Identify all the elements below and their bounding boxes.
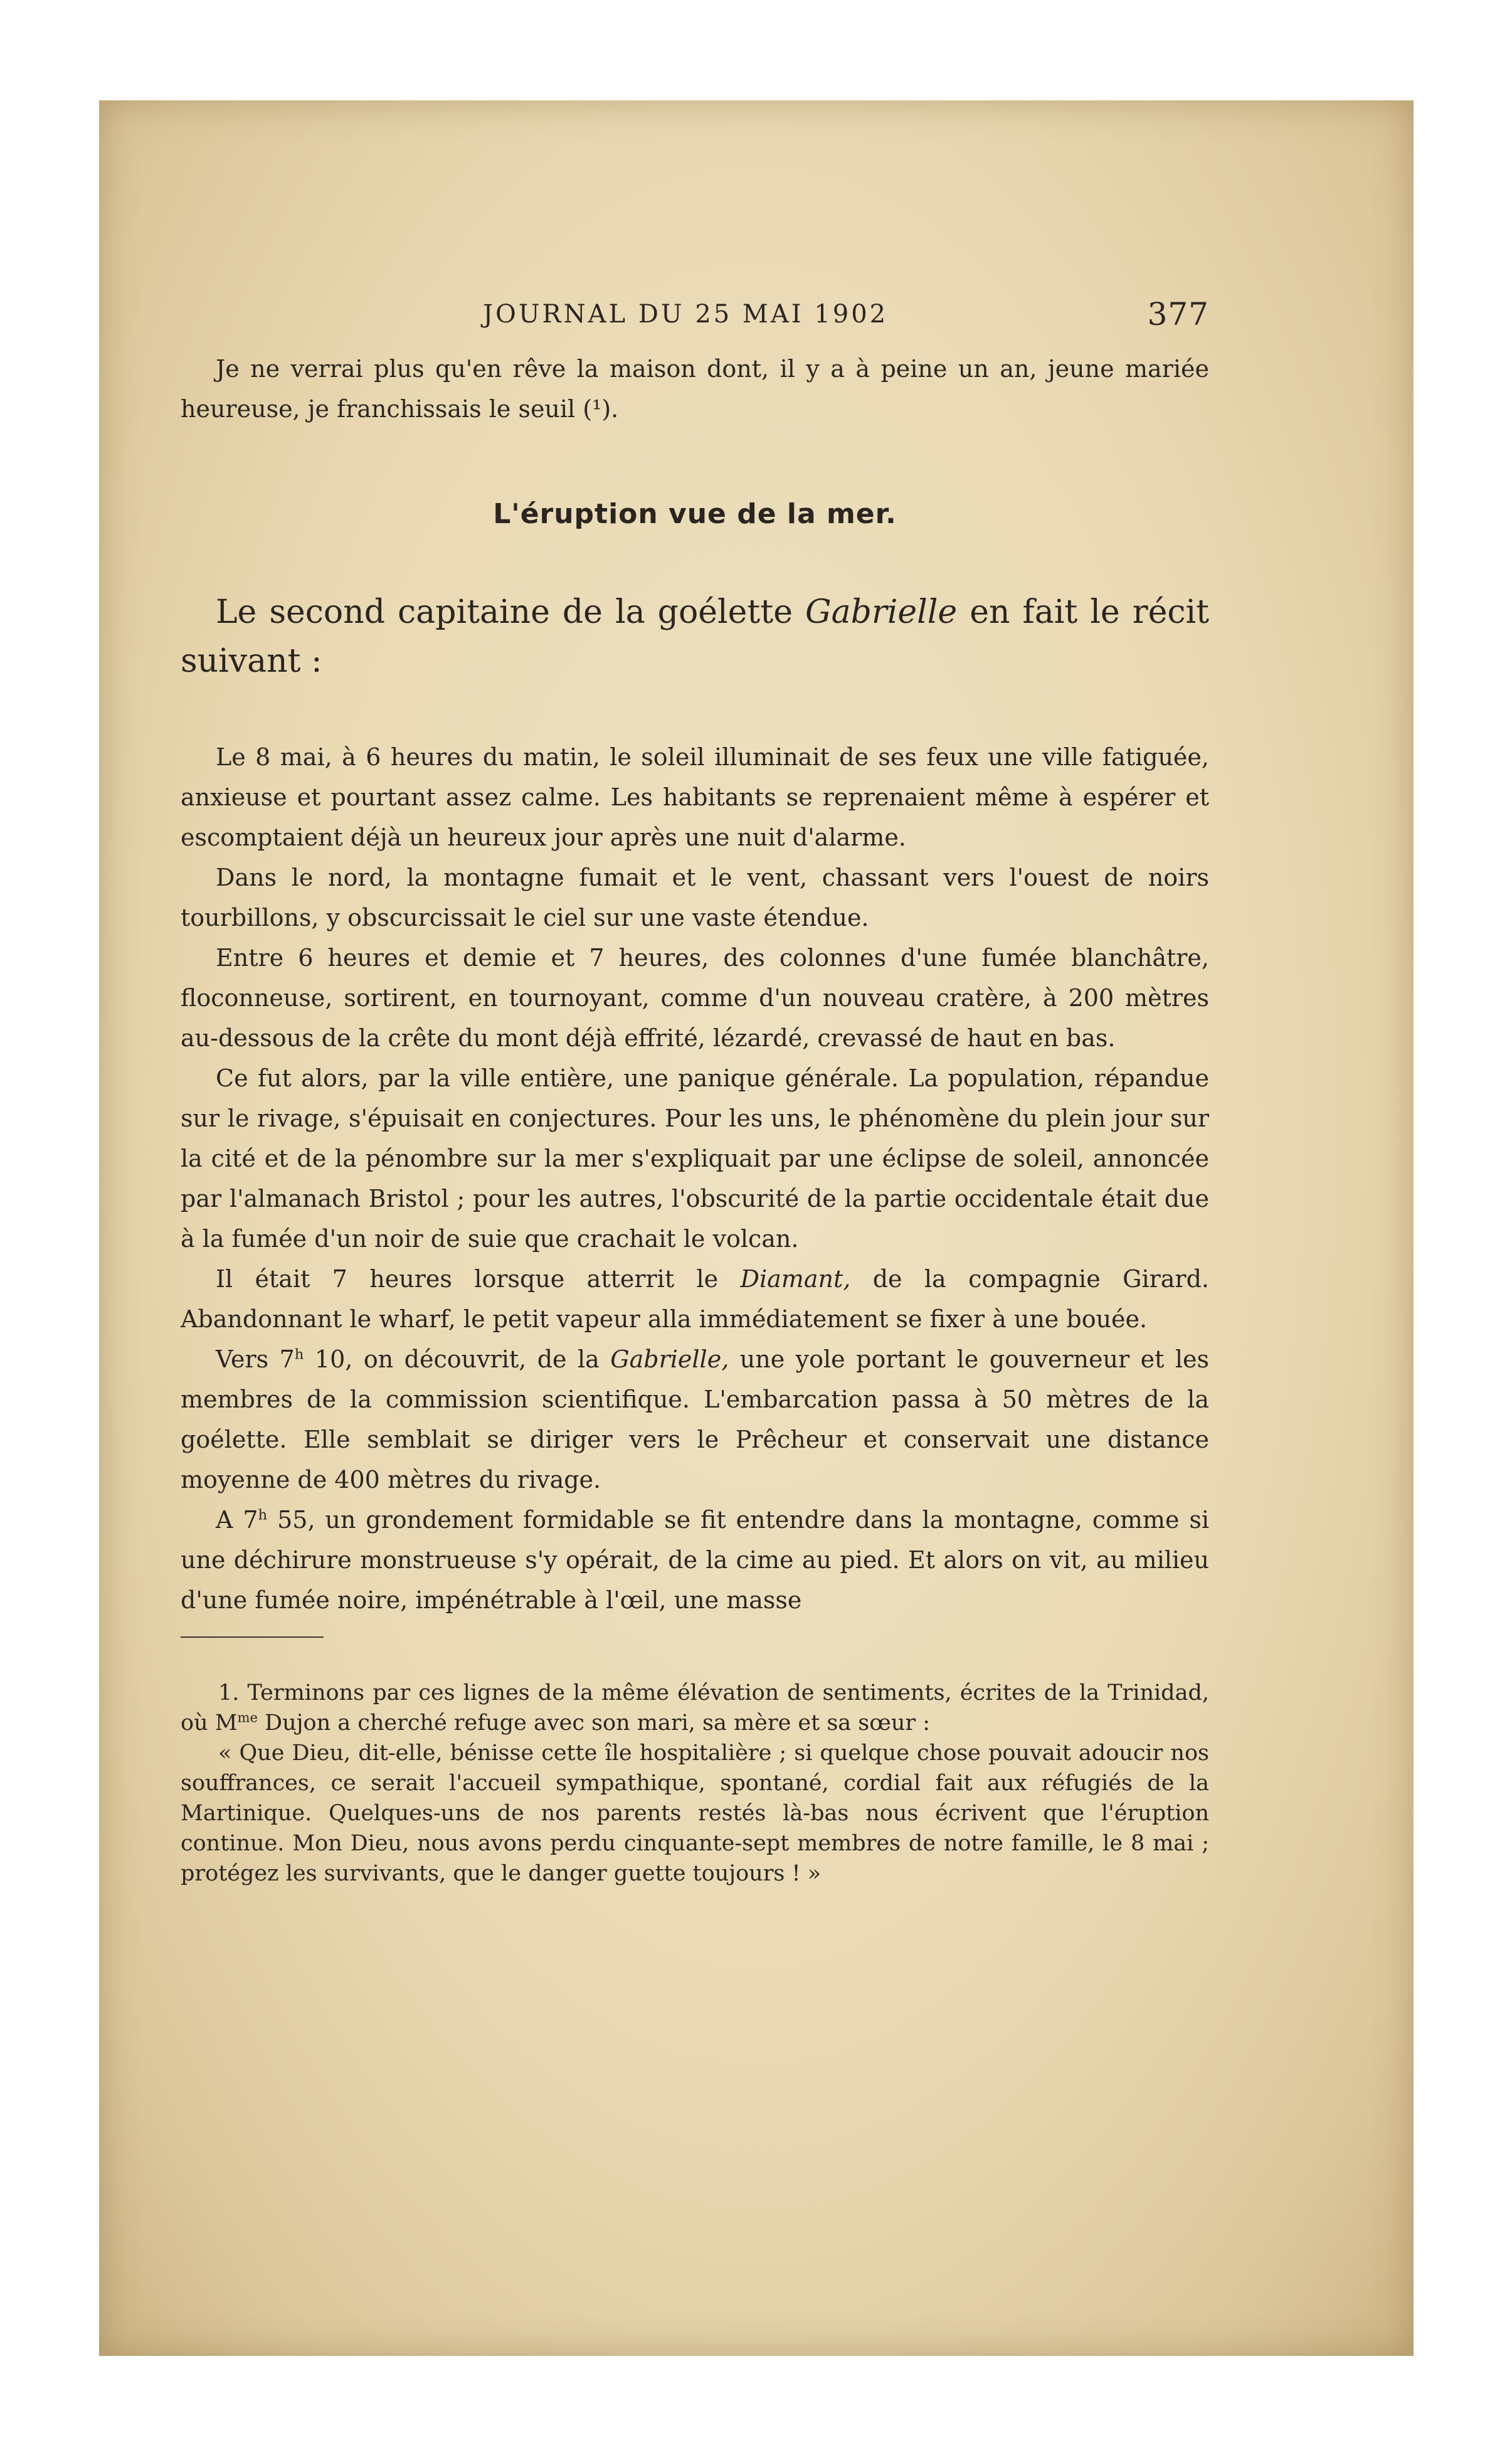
paragraph-6-mid: 10, on découvrit, de la: [304, 1345, 600, 1373]
paragraph-1: Le 8 mai, à 6 heures du matin, le soleil illuminait de ses feux une ville fatiguée, anxieuse et pourtant assez calme. Les habitants se reprenaient même à espérer et escomptaient déjà un heureux jour après une nuit d'alarme.: [181, 743, 1209, 851]
footnote-divider: [181, 1636, 324, 1638]
title-superscript: me: [237, 1710, 258, 1726]
intro-paragraph: Je ne verrai plus qu'en rêve la maison dont, il y a à peine un an, jeune mariée heureuse, je franchissais le seuil (¹).: [181, 355, 1209, 423]
paragraph-7: [181, 1500, 1209, 1620]
paragraph-7-before: A 7: [216, 1506, 258, 1534]
hour-superscript: h: [294, 1346, 304, 1363]
page-number: 377: [1147, 296, 1209, 332]
paragraph-3: Entre 6 heures et demie et 7 heures, des colonnes d'une fumée blanchâtre, floconneuse, sortirent, en tournoyant, comme d'un nouveau cratère, à 200 mètres au-dessous de la crête du mont déjà effrité, lézardé, crevassé de haut en bas.: [181, 944, 1209, 1052]
footnote-text-after: Dujon a cherché refuge avec son mari, sa mère et sa sœur :: [257, 1710, 931, 1736]
lead-paragraph: [181, 588, 1209, 686]
ship-name-diamant: Diamant,: [740, 1265, 851, 1293]
section-heading: L'éruption vue de la mer.: [493, 498, 897, 530]
running-title: JOURNAL DU 25 MAI 1902: [483, 300, 889, 329]
lead-text-before: Le second capitaine de la goélette: [216, 593, 793, 631]
footnote-text-before: Terminons par ces lignes de la même élévation de sentiments, écrites de la Trinidad, où M: [181, 1680, 1209, 1736]
paragraph-6-before: Vers 7: [216, 1345, 295, 1373]
footnote-1: [181, 1678, 1209, 1738]
running-header: [181, 296, 1209, 335]
paragraph-4: Ce fut alors, par la ville entière, une panique générale. La population, répandue sur le rivage, s'épuisait en conjectures. Pour les uns, le phénomène du plein jour sur la cité et de la pénombre sur la mer s'expliquait par une éclipse de soleil, annoncée par l'almanach Bristol ; pour les autres, l'obscurité de la partie occidentale était due à la fumée d'un noir de suie que crachait le volcan.: [181, 1064, 1209, 1253]
hour-superscript: h: [258, 1507, 268, 1524]
vessel-name: Gabrielle: [805, 593, 958, 631]
ship-name-gabrielle: Gabrielle,: [610, 1345, 729, 1373]
paragraph-6: [181, 1339, 1209, 1500]
book-page: [181, 296, 1210, 1889]
paragraph-2: Dans le nord, la montagne fumait et le vent, chassant vers l'ouest de noirs tourbillons, y obscurcissait le ciel sur une vaste étendue.: [181, 864, 1209, 931]
footnote-marker: 1.: [218, 1680, 240, 1705]
footnote-quote: « Que Dieu, dit-elle, bénisse cette île hospitalière ; si quelque chose pouvait adoucir nos souffrances, ce serait l'accueil sympathique, spontané, cordial fait aux réfugiés de la Martinique. Quelques-uns de nos parents restés là-bas nous écrivent que l'éruption continue. Mon Dieu, nous avons perdu cinquante-sept membres de notre famille, le 8 mai ; protégez les survivants, que le danger guette toujours ! »: [181, 1741, 1209, 1886]
paragraph-7-after: 55, un grondement formidable se fit entendre dans la montagne, comme si une déchirure monstrueuse s'y opérait, de la cime au pied. Et alors on vit, au milieu d'une fumée noire, impénétrable à l'œil, une masse: [181, 1506, 1209, 1614]
lead-text-after: en fait le récit suivant :: [181, 593, 1210, 680]
paragraph-6-after: une yole portant le gouverneur et les membres de la commission scientifique. L'embarcation passa à 50 mètres de la goélette. Elle semblait se diriger vers le Prêcheur et conservait une distance moyenne de 400 mètres du rivage.: [181, 1345, 1209, 1493]
paragraph-5: [181, 1259, 1209, 1339]
body-text: [181, 737, 1209, 1620]
footnotes: [181, 1678, 1209, 1889]
paragraph-5-before: Il était 7 heures lorsque atterrit le: [216, 1265, 719, 1293]
paragraph-5-after: de la compagnie Girard. Abandonnant le wharf, le petit vapeur alla immédiatement se fixer à une bouée.: [181, 1265, 1209, 1333]
